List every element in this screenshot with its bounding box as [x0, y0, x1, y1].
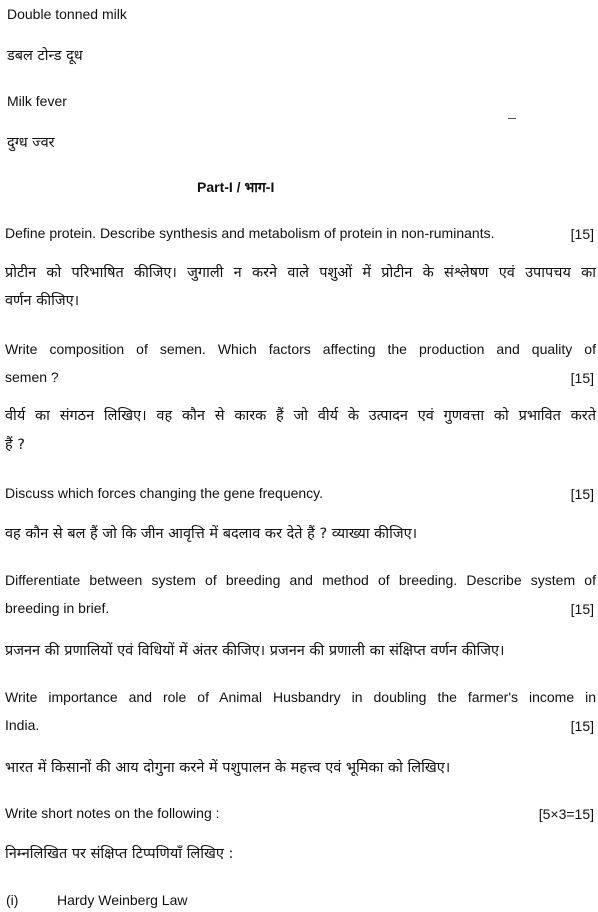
question-1-marks: [15] [570, 226, 594, 242]
question-2-en-line2: semen ? [5, 369, 59, 385]
question-6-hi-line1: निम्नलिखित पर संक्षिप्त टिप्पणियाँ लिखिए : [5, 846, 234, 862]
part-heading: Part-I / भाग-I [197, 179, 275, 195]
question-2-en-line1: Write composition of semen. Which factors affecting the production and quality of [5, 341, 596, 357]
term-milk-fever-en: Milk fever [7, 93, 67, 109]
question-1-hi-line2: वर्णन कीजिए। [5, 293, 80, 309]
question-6-marks: [5×3=15] [538, 806, 594, 822]
question-3-marks: [15] [570, 486, 594, 502]
question-3-en: Discuss which forces changing the gene frequency. [5, 485, 324, 501]
question-1-en: Define protein. Describe synthesis and metabolism of protein in non-ruminants. [5, 225, 495, 241]
term-double-toned-milk-en: Double tonned milk [7, 6, 127, 22]
question-6-en: Write short notes on the following : [5, 805, 220, 821]
question-4-hi-line1: प्रजनन की प्रणालियों एवं विधियों में अंतर कीजिए। प्रजनन की प्रणाली का संक्षिप्त वर्णन कीजिए। [5, 643, 505, 659]
question-1-hi-line1: प्रोटीन को परिभाषित कीजिए। जुगाली न करने वाले पशुओं में प्रोटीन के संश्लेषण एवं उपापचय का [5, 265, 596, 281]
question-5-en-line2: India. [5, 717, 40, 733]
question-4-en-line1: Differentiate between system of breeding and method of breeding. Describe system of [5, 572, 596, 588]
question-5-marks: [15] [570, 718, 594, 734]
sub-item-text: Hardy Weinberg Law [57, 892, 188, 908]
question-3-hi-line1: वह कौन से बल हैं जो कि जीन आवृत्ति में बदलाव कर देते हैं ? व्याख्या कीजिए। [5, 526, 418, 542]
sub-item-number: (i) [6, 892, 19, 908]
question-2-hi-line2: हैं ? [5, 437, 26, 453]
question-2-hi-line1: वीर्य का संगठन लिखिए। वह कौन से कारक हैं जो वीर्य के उत्पादन एवं गुणवत्ता को प्रभावित करते [5, 408, 596, 424]
stray-mark [508, 118, 516, 119]
question-2-marks: [15] [570, 370, 594, 386]
question-5-en-line1: Write importance and role of Animal Husbandry in doubling the farmer's income in [5, 689, 596, 705]
term-milk-fever-hi: दुग्ध ज्वर [7, 135, 55, 151]
question-5-hi-line1: भारत में किसानों की आय दोगुना करने में पशुपालन के महत्त्व एवं भूमिका को लिखिए। [5, 760, 451, 776]
term-double-toned-milk-hi: डबल टोन्ड दूध [7, 48, 83, 64]
question-4-en-line2: breeding in brief. [5, 600, 110, 616]
question-4-marks: [15] [570, 601, 594, 617]
